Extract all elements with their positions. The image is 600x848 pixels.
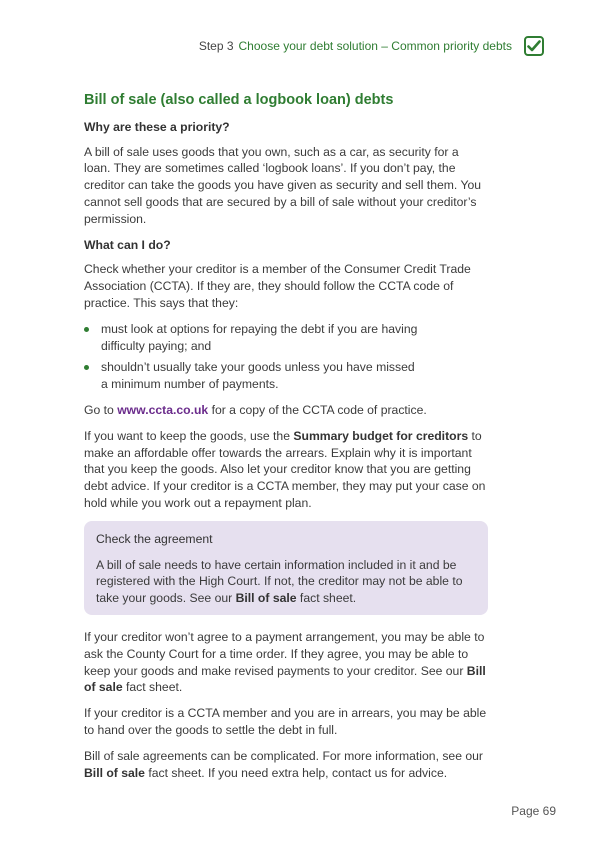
bullet-dot-icon bbox=[84, 365, 89, 370]
callout-title: Check the agreement bbox=[96, 531, 213, 546]
text-span: Go to bbox=[84, 402, 118, 417]
page-number: Page 69 bbox=[511, 804, 556, 818]
bill-of-sale-reference: Bill of sale bbox=[84, 663, 486, 695]
list-item bbox=[84, 321, 421, 355]
list-item-text: shouldn’t usually take your goods unless you have missed a minimum number of payments. bbox=[101, 360, 415, 392]
text-span: If your creditor won’t agree to a payment arrangement, you may be able to ask the County Court for a time order. If they agree, you may be able to keep your goods and make revised payments to your creditor. See our bbox=[84, 629, 485, 678]
summary-budget-reference: Summary budget for creditors bbox=[293, 428, 469, 443]
text-span: If you want to keep the goods, use the bbox=[84, 428, 294, 443]
ccta-link[interactable]: www.ccta.co.uk bbox=[117, 402, 209, 417]
bill-of-sale-reference: Bill of sale bbox=[84, 765, 145, 780]
paragraph-why: A bill of sale uses goods that you own, such as a car, as security for a loan. They are sometimes called ‘logbook loans’. If you don’t pay, the creditor can take the goods you have given as security and sell them. You cannot sell goods that are secured by a bill of sale without your creditor’s permission. bbox=[84, 144, 482, 226]
paragraph-keep bbox=[84, 428, 488, 512]
bill-of-sale-reference: Bill of sale bbox=[235, 591, 297, 606]
section-heading-what: What can I do? bbox=[84, 237, 171, 252]
paragraph-hand-over: If your creditor is a CCTA member and you are in arrears, you may be able to hand over the goods to settle the debt in full. bbox=[84, 706, 487, 737]
bullet-dot-icon bbox=[84, 327, 89, 332]
text-span: fact sheet. bbox=[296, 591, 357, 606]
list-item-text: must look at options for repaying the debt if you are having difficulty paying; and bbox=[101, 321, 418, 353]
bullet-list bbox=[84, 321, 488, 393]
list-item bbox=[84, 359, 421, 393]
text-span: Bill of sale agreements can be complicated. For more information, see our bbox=[84, 748, 483, 763]
paragraph-complicated bbox=[84, 748, 488, 782]
page-title: Bill of sale (also called a logbook loan) debts bbox=[84, 92, 394, 108]
callout-box bbox=[84, 521, 488, 615]
paragraph-time-order bbox=[84, 629, 488, 696]
text-span: for a copy of the CCTA code of practice. bbox=[208, 402, 427, 417]
paragraph-goto bbox=[84, 402, 488, 419]
page-header bbox=[199, 36, 544, 56]
main-content bbox=[84, 92, 488, 790]
text-span: to make an affordable offer towards the arrears. Explain why it is important that you keep the goods. Also let your creditor know that you are getting debt advice. If your creditor is a CCTA member, they may put your case on hold while you work out a repayment plan. bbox=[84, 428, 486, 510]
breadcrumb: Choose your debt solution – Common priority debts bbox=[238, 39, 512, 53]
callout-body bbox=[96, 557, 476, 607]
text-span: fact sheet. bbox=[122, 680, 183, 695]
paragraph-what: Check whether your creditor is a member of the Consumer Credit Trade Association (CCTA). If they are, they should follow the CCTA code of practice. This says that they: bbox=[84, 262, 471, 310]
section-heading-why: Why are these a priority? bbox=[84, 119, 230, 134]
text-span: A bill of sale needs to have certain information included in it and be registered with the High Court. If not, the creditor may not be able to take your goods. See our bbox=[96, 557, 463, 606]
text-span: fact sheet. If you need extra help, contact us for advice. bbox=[144, 765, 448, 780]
step-label: Step 3 bbox=[198, 39, 234, 53]
checkmark-icon bbox=[524, 36, 544, 56]
